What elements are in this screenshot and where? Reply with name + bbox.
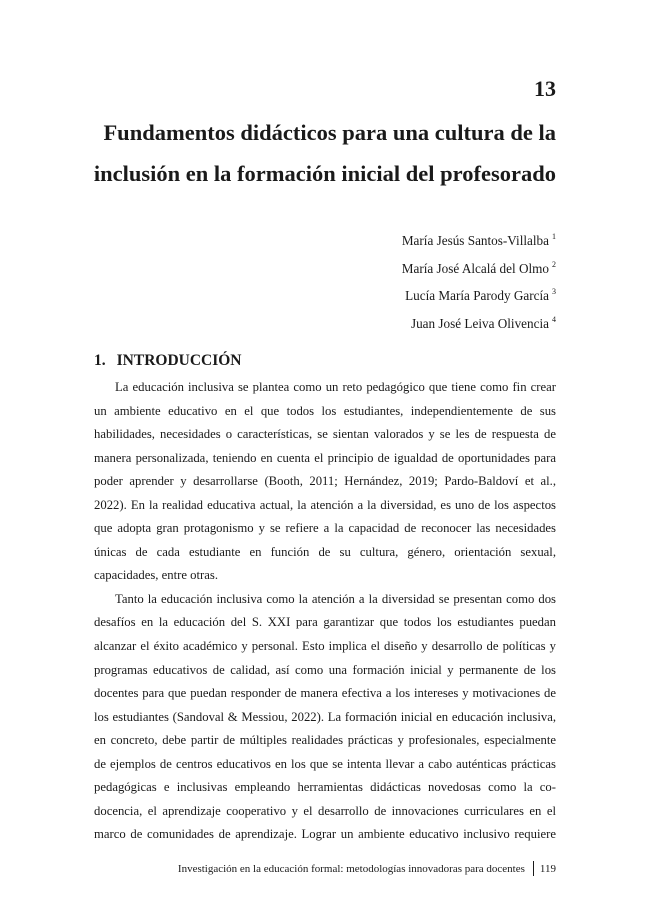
text-line: los estudiantes (Sandoval & Messiou, 2022). La formación inicial en educación inclusiva, bbox=[94, 709, 556, 724]
text-line: Tanto la educación inclusiva como la atención a la diversidad se presentan como dos bbox=[115, 591, 556, 606]
text-line: docentes para que puedan responder de manera efectiva a los intereses y motivaciones de bbox=[94, 686, 556, 701]
chapter-title bbox=[60, 112, 556, 194]
text-line: desafíos en la educación del S. XXI para garantizar que todos los estudiantes puedan bbox=[94, 615, 556, 630]
footer-divider bbox=[533, 861, 534, 876]
chapter-number: 13 bbox=[534, 76, 556, 101]
text-line: únicas de cada estudiante en función de su cultura, género, orientación sexual, bbox=[94, 544, 556, 559]
author bbox=[402, 253, 556, 281]
section-number: 1. bbox=[94, 352, 106, 369]
text-line: que adopta gran protagonismo y se refiere a la capacidad de reconocer las necesidades bbox=[94, 521, 556, 536]
text-line: La educación inclusiva se plantea como un reto pedagógico que tiene como fin crear bbox=[115, 380, 556, 394]
text-line: programas educativos de calidad, así como una formación inicial y permanente de los bbox=[94, 662, 556, 677]
text-line: en concreto, debe partir de múltiples realidades prácticas y profesionales, especialmente bbox=[94, 733, 556, 748]
text-line: habilidades, necesidades o características, se sientan valorados y se les de respuesta de bbox=[94, 427, 556, 442]
page-number: 119 bbox=[539, 862, 556, 875]
text-line: manera personalizada, teniendo en cuenta el principio de igualdad de oportunidades para bbox=[94, 450, 556, 465]
chapter-title-line: inclusión en la formación inicial del profesorado bbox=[93, 161, 556, 186]
author-footnote-mark: 4 bbox=[552, 314, 556, 324]
text-line: alcanzar el éxito académico y personal. Esto implica el diseño y desarrollo de políticas y bbox=[94, 639, 556, 654]
body-text bbox=[94, 376, 556, 847]
author-name: María Jesús Santos-Villalba bbox=[401, 233, 549, 248]
text-line: marco de comunidades de aprendizaje. Lograr un ambiente educativo inclusivo requiere bbox=[94, 827, 556, 842]
text-line: poder aprender y desarrollarse (Booth, 2011; Hernández, 2019; Pardo-Baldoví et al., bbox=[94, 474, 556, 489]
author-name: Lucía María Parody García bbox=[405, 288, 549, 303]
paragraph bbox=[94, 376, 556, 588]
text-line: pedagógicas e inclusivas empleando herramientas didácticas novedosas como la co- bbox=[94, 780, 556, 795]
section-heading bbox=[94, 352, 242, 370]
text-line: capacidades, entre otras. bbox=[94, 568, 218, 583]
author-name: Juan José Leiva Olivencia bbox=[410, 315, 549, 331]
author-footnote-mark: 1 bbox=[552, 232, 556, 241]
text-line: 2022). En la realidad educativa actual, la atención a la diversidad, es uno de los aspectos bbox=[94, 497, 556, 512]
page-footer bbox=[178, 861, 556, 876]
section-title: INTRODUCCIÓN bbox=[116, 352, 242, 369]
author-name: María José Alcalá del Olmo bbox=[401, 260, 549, 276]
text-line: un ambiente educativo en el que todos los estudiantes, independientemente de sus bbox=[94, 403, 556, 418]
author-footnote-mark: 3 bbox=[552, 287, 556, 296]
author bbox=[402, 308, 556, 336]
text-line: de ejemplos de centros educativos en los que se intenta llevar a cabo auténticas prácticas bbox=[94, 756, 556, 771]
footer-book-title: Investigación en la educación formal: metodologías innovadoras para docentes bbox=[177, 862, 525, 875]
author-list bbox=[402, 225, 556, 335]
author bbox=[402, 280, 556, 308]
text-line: docencia, el aprendizaje cooperativo y el desarrollo de innovaciones curriculares en el bbox=[94, 803, 556, 818]
paragraph bbox=[94, 588, 556, 847]
author-footnote-mark: 2 bbox=[552, 259, 556, 269]
author bbox=[402, 225, 556, 253]
chapter-title-line: Fundamentos didácticos para una cultura de la bbox=[103, 120, 556, 145]
